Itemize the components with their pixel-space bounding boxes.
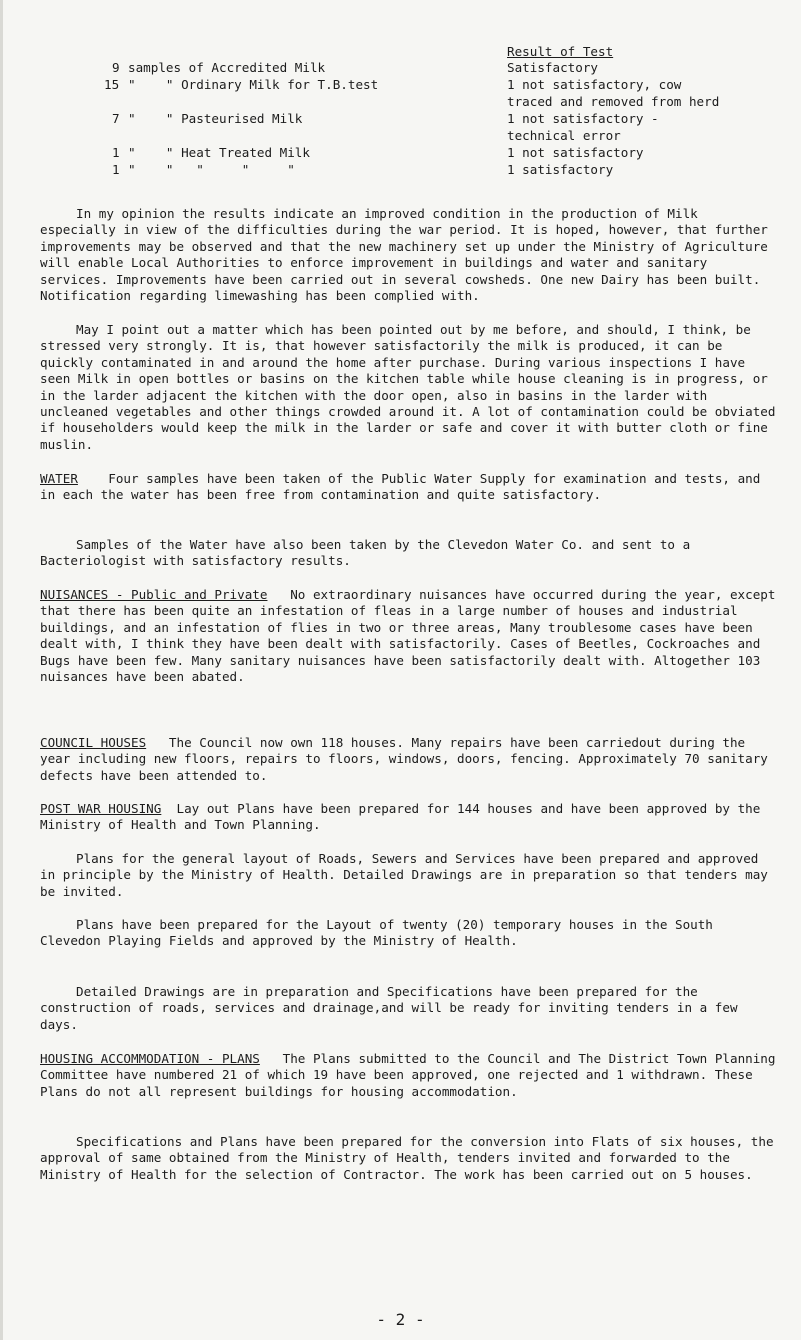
row-result: Satisfactory xyxy=(507,60,598,75)
row-desc: " " " " " xyxy=(128,162,295,177)
paragraph-flats-conversion: Specifications and Plans have been prepared for the conversion into Flats of six houses, the approval of same obtained from the Ministry of Health, tenders invited and forwarded to the Ministry of Health for the selection of Contractor. The work has been carried out on 5 houses. xyxy=(40,1134,774,1182)
paragraph-detailed-drawings: Detailed Drawings are in preparation and Specifications have been prepared for the construction of roads, services and drainage,and will be ready for inviting tenders in a few days. xyxy=(40,984,738,1032)
row-result-cont: technical error xyxy=(507,128,621,143)
postwar-body: Lay out Plans have been prepared for 144 houses and have been approved by the Ministry of Health and Town Planning. xyxy=(40,801,761,833)
row-result-cont: traced and removed from herd xyxy=(507,94,720,109)
row-result: 1 not satisfactory - xyxy=(507,111,659,126)
row-desc: " " Ordinary Milk for T.B.test xyxy=(128,77,379,92)
nuisances-body: No extraordinary nuisances have occurred during the year, except that there has been quite an infestation of fleas in a large number of houses and industrial buildings, and an infestation of flies in two or three areas, Many troublesome cases have been dealt with, I think they have been dealt with satisfactorily. Cases of Beetles, Cockroaches and Bugs have been few. Many sanitary nuisances have been satisfactorily dealt with. Altogether 103 nuisances have been abated. xyxy=(40,587,776,685)
council-heading: COUNCIL HOUSES xyxy=(40,735,147,750)
housing-body: The Plans submitted to the Council and The District Town Planning Committee have numbered 21 of which 19 have been approved, one rejected and 1 withdrawn. These Plans do not all represent buildings for housing accommodation. xyxy=(40,1051,776,1099)
row-count: 1 xyxy=(112,162,120,177)
section-water xyxy=(40,471,780,504)
result-header: Result of Test xyxy=(507,44,614,59)
row-count: 1 xyxy=(112,145,120,160)
row-count: 7 xyxy=(112,111,120,126)
row-desc: " " Pasteurised Milk xyxy=(128,111,303,126)
paragraph-temporary-houses: Plans have been prepared for the Layout of twenty (20) temporary houses in the South Clevedon Playing Fields and approved by the Ministry of Health. xyxy=(40,917,713,949)
section-council-houses xyxy=(40,735,780,784)
section-nuisances xyxy=(40,587,780,685)
row-result: 1 not satisfactory, cow xyxy=(507,77,682,92)
row-count: 9 xyxy=(112,60,120,75)
council-body: The Council now own 118 houses. Many repairs have been carriedout during the year including new floors, repairs to floors, windows, doors, fencing. Approximately 70 sanitary defects have been attended to. xyxy=(40,735,768,783)
nuisances-heading: NUISANCES - Public and Private xyxy=(40,587,268,602)
housing-heading: HOUSING ACCOMMODATION - PLANS xyxy=(40,1051,260,1066)
page-edge xyxy=(0,0,3,1340)
row-result: 1 not satisfactory xyxy=(507,145,644,160)
paragraph-water-samples: Samples of the Water have also been taken by the Clevedon Water Co. and sent to a Bacteriologist with satisfactory results. xyxy=(40,537,691,569)
postwar-heading: POST WAR HOUSING xyxy=(40,801,162,816)
paragraph-milk-contamination: May I point out a matter which has been pointed out by me before, and should, I think, be stressed very strongly. It is, that however satisfactorily the milk is produced, it can be quickly contaminated in and around the home after purchase. During various inspections I have seen Milk in open bottles or basins on the kitchen table while house cleaning is in progress, or in the larder adjacent the kitchen with the door open, also in basins in the larder with uncleaned vegetables and other things crowded around it. A lot of contamination could be obviated if householders would keep the milk in the larder or safe and cover it with butter cloth or fine muslin. xyxy=(40,322,776,452)
water-body: Four samples have been taken of the Public Water Supply for examination and tests, and in each the water has been free from contamination and quite satisfactory. xyxy=(40,471,761,503)
page-number: - 2 - xyxy=(376,1310,425,1329)
row-result: 1 satisfactory xyxy=(507,162,614,177)
row-desc: " " Heat Treated Milk xyxy=(128,145,310,160)
water-heading: WATER xyxy=(40,471,78,486)
row-desc: samples of Accredited Milk xyxy=(128,60,326,75)
section-housing-accommodation xyxy=(40,1051,780,1100)
row-count: 15 xyxy=(104,77,120,92)
paragraph-roads-sewers: Plans for the general layout of Roads, Sewers and Services have been prepared and approved in principle by the Ministry of Health. Detailed Drawings are in preparation so that tenders may be invited. xyxy=(40,851,768,899)
section-post-war-housing xyxy=(40,801,780,834)
paragraph-milk-opinion: In my opinion the results indicate an improved condition in the production of Milk especially in view of the difficulties during the war period. It is hoped, however, that further improvements may be observed and that the new machinery set up under the Ministry of Agriculture will enable Local Authorities to enforce improvement in buildings and water and sanitary services. Improvements have been carried out in several cowsheds. One new Dairy has been built. Notification regarding limewashing has been complied with. xyxy=(40,206,768,304)
